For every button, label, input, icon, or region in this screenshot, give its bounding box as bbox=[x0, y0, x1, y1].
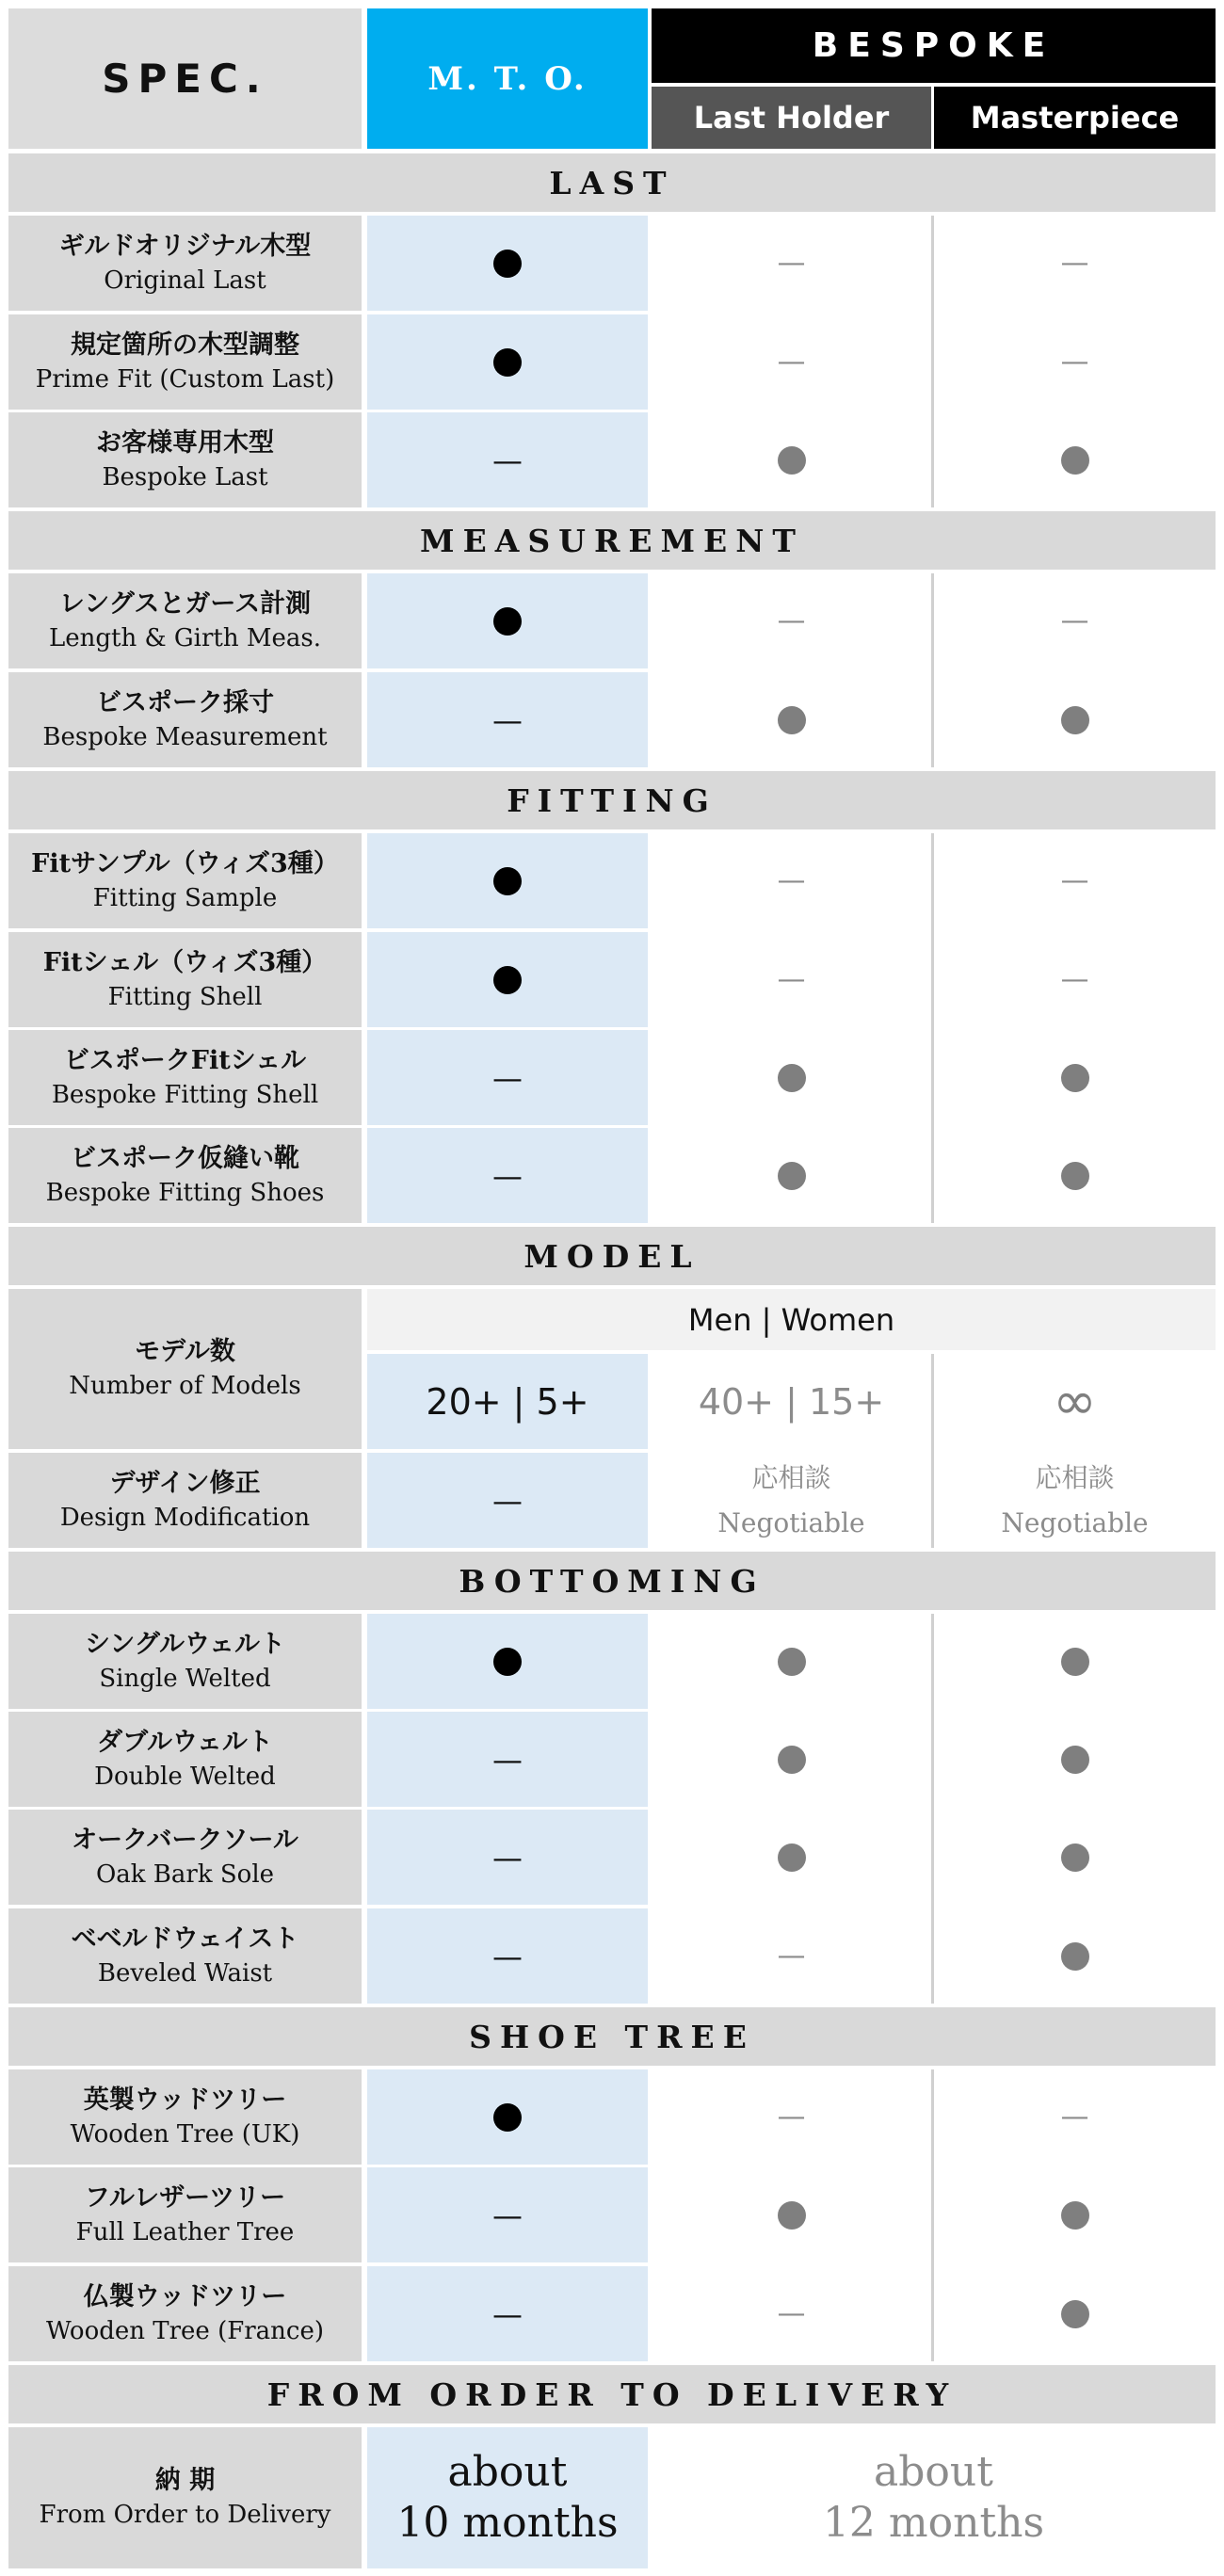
cell-mto bbox=[367, 1614, 648, 1709]
label-en: Bespoke Fitting Shell bbox=[51, 1080, 319, 1109]
column-divider bbox=[931, 216, 934, 507]
row-label-delivery bbox=[8, 2427, 362, 2568]
label-jp: デザイン修正 bbox=[109, 1468, 261, 1498]
column-divider bbox=[931, 1614, 934, 2004]
column-divider bbox=[931, 1354, 934, 1548]
dash-icon: — bbox=[777, 962, 806, 996]
filled-dot-icon bbox=[493, 250, 522, 278]
label-jp: レングスとガース計測 bbox=[58, 588, 312, 619]
label-en: Length & Girth Meas. bbox=[49, 623, 321, 652]
label-en: Number of Models bbox=[69, 1372, 301, 1400]
gray-dot-icon bbox=[1061, 1648, 1089, 1676]
last-holder-header: Last Holder bbox=[652, 87, 931, 149]
gray-dot-icon bbox=[778, 1162, 806, 1190]
label-en: Prime Fit (Custom Last) bbox=[35, 364, 335, 394]
gray-dot-icon bbox=[1061, 1746, 1089, 1774]
gray-dot-icon bbox=[778, 1064, 806, 1092]
row-label-single-welted bbox=[8, 1614, 362, 1709]
label-en: Original Last bbox=[104, 266, 266, 295]
dash-icon: — bbox=[492, 2295, 523, 2332]
mto-model-count: 20+ | 5+ bbox=[367, 1354, 648, 1449]
label-en: From Order to Delivery bbox=[39, 2501, 331, 2529]
label-jp: お客様専用木型 bbox=[96, 427, 274, 458]
label-jp: Fitシェル（ウィズ3種） bbox=[42, 947, 328, 977]
section-fitting: FITTING bbox=[8, 771, 1216, 829]
row-label-oak-bark-sole bbox=[8, 1810, 362, 1905]
cell-masterpiece bbox=[934, 932, 1216, 1027]
cell-masterpiece bbox=[934, 1128, 1216, 1223]
cell-mto bbox=[367, 1030, 648, 1125]
label-jp: ギルドオリジナル木型 bbox=[58, 231, 312, 261]
label-jp: シングルウェルト bbox=[85, 1629, 285, 1659]
cell-last-holder bbox=[652, 932, 931, 1027]
mto-header: M. T. O. bbox=[367, 8, 648, 149]
dash-icon: — bbox=[492, 1839, 523, 1876]
bespoke-header: BESPOKE bbox=[652, 8, 1216, 83]
label-en: Fitting Sample bbox=[92, 883, 278, 912]
cell-mto bbox=[367, 1810, 648, 1905]
dash-icon: — bbox=[492, 1157, 523, 1194]
delivery-line-2: 10 months bbox=[396, 2499, 619, 2547]
cell-masterpiece bbox=[934, 2167, 1216, 2262]
cell-last-holder bbox=[652, 314, 931, 410]
cell-mto bbox=[367, 2167, 648, 2262]
gray-dot-icon bbox=[778, 2201, 806, 2230]
cell-last-holder-negotiable bbox=[652, 1453, 931, 1548]
label-en: Bespoke Measurement bbox=[42, 722, 328, 751]
filled-dot-icon bbox=[493, 2103, 522, 2132]
dash-icon: — bbox=[1060, 604, 1089, 637]
cell-masterpiece bbox=[934, 2069, 1216, 2165]
dash-icon: — bbox=[777, 2100, 806, 2133]
label-en: Fitting Shell bbox=[107, 982, 263, 1011]
filled-dot-icon bbox=[493, 966, 522, 994]
dash-icon: — bbox=[777, 246, 806, 280]
dash-icon: — bbox=[492, 2197, 523, 2233]
cell-mto bbox=[367, 1128, 648, 1223]
dash-icon: — bbox=[1060, 2100, 1089, 2133]
row-label-fitting-sample bbox=[8, 833, 362, 928]
spec-header: SPEC. bbox=[8, 8, 362, 149]
gray-dot-icon bbox=[778, 1843, 806, 1872]
label-en: Wooden Tree (France) bbox=[45, 2316, 325, 2345]
label-jp: ベベルドウェイスト bbox=[71, 1924, 299, 1954]
cell-mto bbox=[367, 573, 648, 668]
cell-mto bbox=[367, 1712, 648, 1807]
men-women-header: Men | Women bbox=[367, 1289, 1216, 1350]
cell-last-holder bbox=[652, 2266, 931, 2361]
gray-dot-icon bbox=[778, 446, 806, 475]
cell-mto bbox=[367, 412, 648, 507]
gray-dot-icon bbox=[778, 706, 806, 734]
section-bottoming: BOTTOMING bbox=[8, 1552, 1216, 1610]
label-jp: ビスポーク仮縫い靴 bbox=[71, 1143, 299, 1173]
dash-icon: — bbox=[777, 1939, 806, 1972]
section-last: LAST bbox=[8, 153, 1216, 212]
gray-dot-icon bbox=[1061, 1942, 1089, 1971]
cell-masterpiece bbox=[934, 2266, 1216, 2361]
cell-last-holder bbox=[652, 833, 931, 928]
dash-icon: — bbox=[1060, 863, 1089, 897]
cell-last-holder bbox=[652, 2167, 931, 2262]
cell-masterpiece bbox=[934, 1908, 1216, 2004]
cell-mto bbox=[367, 833, 648, 928]
cell-mto bbox=[367, 2069, 648, 2165]
section-delivery: FROM ORDER TO DELIVERY bbox=[8, 2365, 1216, 2423]
label-jp: ダブルウェルト bbox=[97, 1727, 273, 1757]
dash-icon: — bbox=[777, 604, 806, 637]
row-label-number-of-models bbox=[8, 1289, 362, 1449]
cell-mto bbox=[367, 216, 648, 311]
label-jp: Fitサンプル（ウィズ3種） bbox=[31, 848, 339, 878]
cell-last-holder bbox=[652, 1128, 931, 1223]
dash-icon: — bbox=[492, 1741, 523, 1778]
infinity-icon: ∞ bbox=[1053, 1370, 1097, 1432]
label-en: Double Welted bbox=[94, 1762, 276, 1791]
cell-masterpiece-negotiable bbox=[934, 1453, 1216, 1548]
cell-mto bbox=[367, 672, 648, 767]
gray-dot-icon bbox=[1061, 706, 1089, 734]
filled-dot-icon bbox=[493, 607, 522, 636]
dash-icon: — bbox=[492, 701, 523, 738]
negotiable-jp: 応相談 bbox=[751, 1461, 831, 1493]
column-divider bbox=[931, 573, 934, 767]
bespoke-delivery bbox=[652, 2427, 1216, 2568]
cell-last-holder bbox=[652, 1908, 931, 2004]
dash-icon: — bbox=[492, 1482, 523, 1519]
row-label-prime-fit bbox=[8, 314, 362, 410]
cell-last-holder bbox=[652, 2069, 931, 2165]
cell-mto bbox=[367, 932, 648, 1027]
dash-icon: — bbox=[1060, 246, 1089, 280]
label-en: Bespoke Fitting Shoes bbox=[45, 1178, 325, 1207]
row-label-bespoke-last bbox=[8, 412, 362, 507]
label-jp: 仏製ウッドツリー bbox=[83, 2281, 287, 2311]
cell-last-holder bbox=[652, 412, 931, 507]
label-jp: ビスポークFitシェル bbox=[63, 1045, 307, 1075]
gray-dot-icon bbox=[1061, 1064, 1089, 1092]
cell-last-holder bbox=[652, 1030, 931, 1125]
mto-delivery bbox=[367, 2427, 648, 2568]
row-label-full-leather-tree bbox=[8, 2167, 362, 2262]
row-label-bespoke-measurement bbox=[8, 672, 362, 767]
cell-masterpiece bbox=[934, 1810, 1216, 1905]
row-label-length-girth bbox=[8, 573, 362, 668]
masterpiece-header: Masterpiece bbox=[934, 87, 1216, 149]
delivery-line-1: about bbox=[874, 2448, 993, 2496]
delivery-line-1: about bbox=[447, 2448, 568, 2496]
negotiable-en: Negotiable bbox=[717, 1506, 865, 1538]
row-label-fitting-shell bbox=[8, 932, 362, 1027]
label-en: Single Welted bbox=[99, 1664, 271, 1693]
cell-masterpiece bbox=[934, 412, 1216, 507]
label-en: Bespoke Last bbox=[102, 462, 268, 491]
section-shoe-tree: SHOE TREE bbox=[8, 2007, 1216, 2066]
cell-masterpiece bbox=[934, 216, 1216, 311]
label-en: Beveled Waist bbox=[97, 1958, 273, 1988]
dash-icon: — bbox=[777, 2296, 806, 2330]
row-label-design-modification bbox=[8, 1453, 362, 1548]
delivery-line-2: 12 months bbox=[822, 2499, 1045, 2547]
row-label-double-welted bbox=[8, 1712, 362, 1807]
gray-dot-icon bbox=[1061, 1843, 1089, 1872]
cell-mto bbox=[367, 1453, 648, 1548]
masterpiece-model-count bbox=[934, 1354, 1216, 1449]
gray-dot-icon bbox=[1061, 1162, 1089, 1190]
label-jp: オークバークソール bbox=[72, 1825, 298, 1855]
cell-masterpiece bbox=[934, 833, 1216, 928]
cell-last-holder bbox=[652, 1614, 931, 1709]
cell-masterpiece bbox=[934, 573, 1216, 668]
label-jp: フルレザーツリー bbox=[84, 2182, 286, 2213]
column-divider bbox=[931, 2069, 934, 2361]
dash-icon: — bbox=[1060, 962, 1089, 996]
label-jp: 英製ウッドツリー bbox=[83, 2085, 287, 2115]
section-measurement: MEASUREMENT bbox=[8, 511, 1216, 570]
row-label-bespoke-fitting-shoes bbox=[8, 1128, 362, 1223]
row-label-bespoke-fitting-shell bbox=[8, 1030, 362, 1125]
filled-dot-icon bbox=[493, 867, 522, 895]
label-jp: ビスポーク採寸 bbox=[96, 687, 274, 717]
cell-masterpiece bbox=[934, 672, 1216, 767]
dash-icon: — bbox=[492, 1059, 523, 1096]
cell-mto bbox=[367, 314, 648, 410]
label-en: Design Modification bbox=[59, 1503, 311, 1532]
label-en: Wooden Tree (UK) bbox=[70, 2119, 300, 2149]
gray-dot-icon bbox=[1061, 2201, 1089, 2230]
negotiable-jp: 応相談 bbox=[1035, 1461, 1115, 1493]
cell-masterpiece bbox=[934, 314, 1216, 410]
gray-dot-icon bbox=[1061, 2300, 1089, 2328]
label-en: Full Leather Tree bbox=[75, 2217, 295, 2246]
gray-dot-icon bbox=[778, 1648, 806, 1676]
dash-icon: — bbox=[492, 442, 523, 478]
row-label-wooden-tree-uk bbox=[8, 2069, 362, 2165]
label-jp: モデル数 bbox=[135, 1337, 235, 1366]
cell-last-holder bbox=[652, 573, 931, 668]
row-label-wooden-tree-france bbox=[8, 2266, 362, 2361]
cell-last-holder bbox=[652, 672, 931, 767]
cell-last-holder bbox=[652, 216, 931, 311]
column-divider bbox=[931, 833, 934, 1223]
label-jp: 規定箇所の木型調整 bbox=[71, 330, 299, 360]
gray-dot-icon bbox=[1061, 446, 1089, 475]
cell-masterpiece bbox=[934, 1030, 1216, 1125]
dash-icon: — bbox=[492, 1938, 523, 1974]
dash-icon: — bbox=[1060, 345, 1089, 378]
cell-masterpiece bbox=[934, 1712, 1216, 1807]
filled-dot-icon bbox=[493, 1648, 522, 1676]
filled-dot-icon bbox=[493, 348, 522, 377]
section-model: MODEL bbox=[8, 1227, 1216, 1285]
row-label-beveled-waist bbox=[8, 1908, 362, 2004]
cell-last-holder bbox=[652, 1712, 931, 1807]
cell-last-holder bbox=[652, 1810, 931, 1905]
row-label-original-last bbox=[8, 216, 362, 311]
dash-icon: — bbox=[777, 863, 806, 897]
gray-dot-icon bbox=[778, 1746, 806, 1774]
cell-mto bbox=[367, 2266, 648, 2361]
label-jp: 納 期 bbox=[154, 2466, 216, 2495]
negotiable-en: Negotiable bbox=[1001, 1506, 1149, 1538]
cell-mto bbox=[367, 1908, 648, 2004]
last-holder-model-count: 40+ | 15+ bbox=[652, 1354, 931, 1449]
cell-masterpiece bbox=[934, 1614, 1216, 1709]
label-en: Oak Bark Sole bbox=[95, 1860, 275, 1889]
dash-icon: — bbox=[777, 345, 806, 378]
